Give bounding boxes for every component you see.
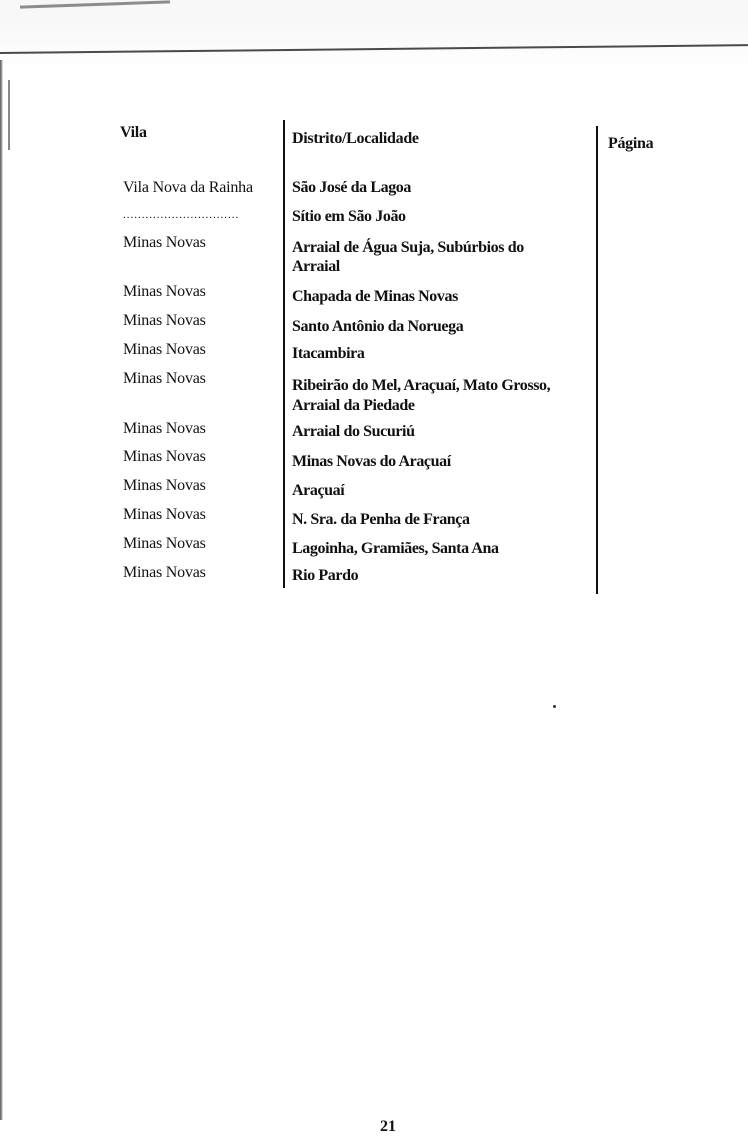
page-left-edge (0, 60, 3, 1120)
table-row-distrito: N. Sra. da Penha de França (292, 511, 470, 528)
scan-speck (553, 705, 556, 708)
column-divider (596, 126, 598, 594)
table-row-distrito-cont: Arraial (292, 258, 340, 275)
table-row-distrito: Minas Novas do Araçuaí (292, 453, 451, 470)
table-row-vila: Minas Novas (123, 312, 206, 329)
table-row-vila: Minas Novas (123, 341, 206, 358)
table-row-vila: Minas Novas (123, 283, 206, 300)
table-row-vila: Minas Novas (123, 535, 206, 552)
table-row-distrito: Arraial do Sucuriú (292, 423, 415, 440)
table-row-distrito: São José da Lagoa (292, 179, 411, 196)
table-row-vila: Minas Novas (123, 506, 206, 523)
table-row-distrito: Sítio em São João (292, 208, 406, 225)
table-row-distrito-cont: Arraial da Piedade (292, 397, 415, 414)
header-pagina: Página (608, 135, 654, 152)
table-row-distrito: Itacambira (292, 345, 365, 362)
table-row-vila: Minas Novas (123, 370, 206, 387)
table-row-distrito: Santo Antônio da Noruega (292, 318, 464, 335)
table-row-vila: Minas Novas (123, 448, 206, 465)
page-top-shadow (0, 0, 748, 66)
header-vila: Vila (120, 124, 147, 141)
table-row-vila: Minas Novas (123, 234, 206, 251)
table-row-vila: Minas Novas (123, 420, 206, 437)
column-divider (283, 120, 285, 588)
table-row-vila: Minas Novas (123, 564, 206, 581)
table-row-distrito: Arraial de Água Suja, Subúrbios do (292, 239, 524, 256)
table-row-distrito: Ribeirão do Mel, Araçuaí, Mato Grosso, (292, 377, 551, 394)
table-row-vila-ditto: ............................... (123, 209, 240, 221)
table-row-distrito: Araçuaí (292, 482, 345, 499)
table-row-distrito: Chapada de Minas Novas (292, 288, 458, 305)
table-row-vila: Vila Nova da Rainha (123, 179, 253, 196)
header-distrito: Distrito/Localidade (292, 130, 419, 147)
table-row-distrito: Lagoinha, Gramiães, Santa Ana (292, 540, 499, 557)
page-number: 21 (380, 1118, 396, 1135)
table-row-vila: Minas Novas (123, 477, 206, 494)
table-row-distrito: Rio Pardo (292, 567, 359, 584)
scan-mark (8, 80, 10, 150)
